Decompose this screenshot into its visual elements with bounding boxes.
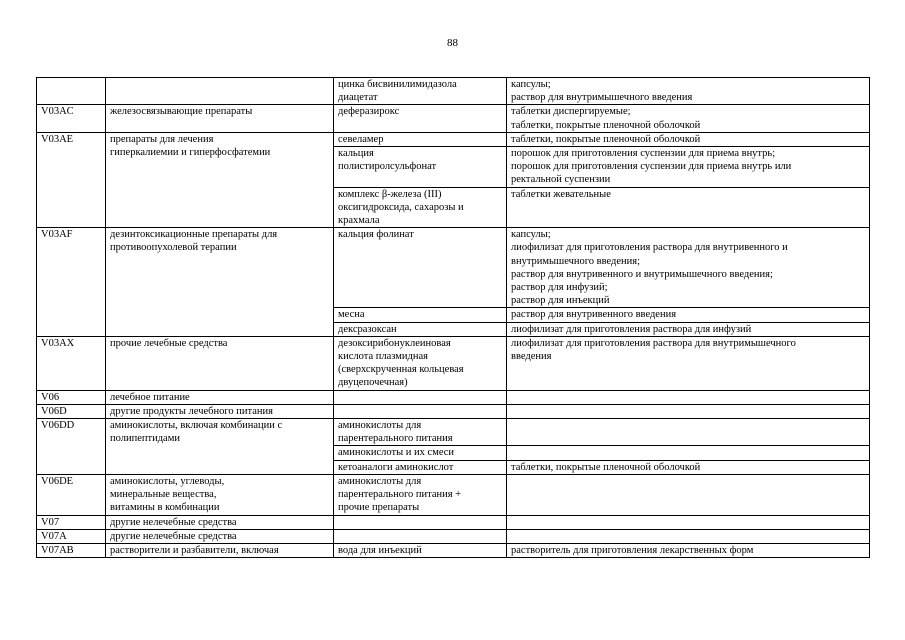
anatomical-group-cell: дезинтоксикационные препараты для противоопухолевой терапии	[106, 228, 334, 337]
drug-name-cell: месна	[334, 308, 507, 322]
table-row	[37, 529, 870, 543]
atc-code-cell: V06DE	[37, 474, 106, 515]
atc-code-cell: V07A	[37, 529, 106, 543]
atc-code-cell: V06DD	[37, 419, 106, 475]
table-row	[37, 336, 870, 390]
dosage-form-cell: таблетки диспергируемые; таблетки, покрытые пленочной оболочкой	[507, 105, 870, 132]
table-row	[37, 105, 870, 132]
table-row	[37, 404, 870, 418]
drug-name-cell: севеламер	[334, 132, 507, 146]
dosage-form-cell: раствор для внутривенного введения	[507, 308, 870, 322]
drug-name-cell	[334, 404, 507, 418]
page-number: 88	[447, 37, 458, 49]
atc-code-cell: V03AX	[37, 336, 106, 390]
drug-name-cell: аминокислоты для парентерального питания	[334, 419, 507, 446]
anatomical-group-cell: аминокислоты, углеводы, минеральные вещества, витамины в комбинации	[106, 474, 334, 515]
dosage-form-cell: лиофилизат для приготовления раствора для инфузий	[507, 322, 870, 336]
drug-name-cell: деферазирокс	[334, 105, 507, 132]
table-row	[37, 78, 870, 105]
anatomical-group-cell: аминокислоты, включая комбинации с полипептидами	[106, 419, 334, 475]
atc-code-cell: V03AF	[37, 228, 106, 337]
table-row	[37, 515, 870, 529]
table-row	[37, 543, 870, 557]
dosage-form-cell: капсулы; лиофилизат для приготовления раствора для внутривенного и внутримышечного введения; раствор для внутривенного и внутримышечного введения; раствор для инфузий; раствор для инъекций	[507, 228, 870, 308]
atc-code-cell	[37, 78, 106, 105]
drug-name-cell	[334, 390, 507, 404]
dosage-form-cell	[507, 474, 870, 515]
drug-name-cell: вода для инъекций	[334, 543, 507, 557]
drug-table	[36, 77, 870, 558]
anatomical-group-cell: другие нелечебные средства	[106, 529, 334, 543]
drug-name-cell: аминокислоты для парентерального питания + прочие препараты	[334, 474, 507, 515]
drug-name-cell: кальция полистиролсульфонат	[334, 147, 507, 188]
dosage-form-cell: таблетки, покрытые пленочной оболочкой	[507, 132, 870, 146]
dosage-form-cell: растворитель для приготовления лекарственных форм	[507, 543, 870, 557]
anatomical-group-cell	[106, 78, 334, 105]
anatomical-group-cell: прочие лечебные средства	[106, 336, 334, 390]
anatomical-group-cell: препараты для лечения гиперкалиемии и гиперфосфатемии	[106, 132, 334, 227]
dosage-form-cell	[507, 419, 870, 446]
dosage-form-cell	[507, 390, 870, 404]
atc-code-cell: V06D	[37, 404, 106, 418]
dosage-form-cell: капсулы; раствор для внутримышечного введения	[507, 78, 870, 105]
table-row	[37, 228, 870, 308]
dosage-form-cell: таблетки жевательные	[507, 187, 870, 228]
dosage-form-cell	[507, 515, 870, 529]
table-row	[37, 419, 870, 446]
drug-name-cell: аминокислоты и их смеси	[334, 446, 507, 460]
anatomical-group-cell: другие продукты лечебного питания	[106, 404, 334, 418]
atc-code-cell: V06	[37, 390, 106, 404]
atc-code-cell: V07AB	[37, 543, 106, 557]
dosage-form-cell	[507, 446, 870, 460]
drug-name-cell: кальция фолинат	[334, 228, 507, 308]
table-row	[37, 474, 870, 515]
anatomical-group-cell: лечебное питание	[106, 390, 334, 404]
dosage-form-cell: таблетки, покрытые пленочной оболочкой	[507, 460, 870, 474]
anatomical-group-cell: другие нелечебные средства	[106, 515, 334, 529]
table-row	[37, 132, 870, 146]
drug-name-cell: цинка бисвинилимидазола диацетат	[334, 78, 507, 105]
anatomical-group-cell: железосвязывающие препараты	[106, 105, 334, 132]
table-body	[37, 78, 870, 558]
dosage-form-cell: лиофилизат для приготовления раствора для внутримышечного введения	[507, 336, 870, 390]
table-row	[37, 390, 870, 404]
drug-name-cell: комплекс β-железа (III) оксигидроксида, сахарозы и крахмала	[334, 187, 507, 228]
atc-code-cell: V07	[37, 515, 106, 529]
drug-name-cell: кетоаналоги аминокислот	[334, 460, 507, 474]
atc-code-cell: V03AE	[37, 132, 106, 227]
anatomical-group-cell: растворители и разбавители, включая	[106, 543, 334, 557]
drug-name-cell: дезоксирибонуклеиновая кислота плазмидная (сверхскрученная кольцевая двуцепочечная)	[334, 336, 507, 390]
atc-code-cell: V03AC	[37, 105, 106, 132]
drug-name-cell: дексразоксан	[334, 322, 507, 336]
drug-name-cell	[334, 529, 507, 543]
drug-name-cell	[334, 515, 507, 529]
dosage-form-cell: порошок для приготовления суспензии для приема внутрь; порошок для приготовления суспензии для приема внутрь или ректальной суспензии	[507, 147, 870, 188]
dosage-form-cell	[507, 404, 870, 418]
dosage-form-cell	[507, 529, 870, 543]
